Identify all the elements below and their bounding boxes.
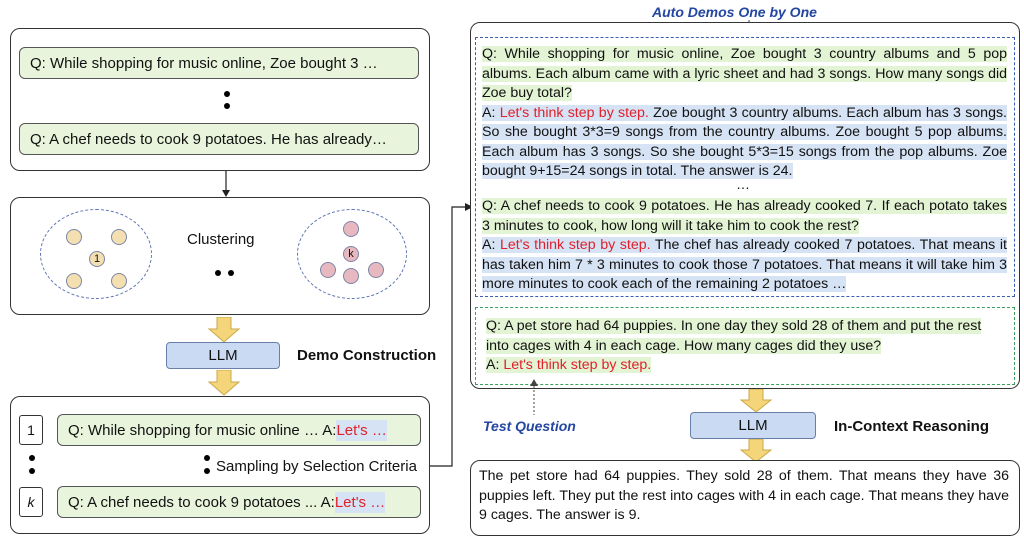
cluster-1 <box>40 209 152 299</box>
cluster-point <box>320 262 336 278</box>
cluster-k-label: k <box>348 248 354 260</box>
yellow-arrow <box>206 317 242 343</box>
cluster-point <box>111 273 127 289</box>
ellipsis-dot <box>29 455 35 461</box>
output-panel <box>470 460 1020 536</box>
demo-2 <box>482 197 1007 295</box>
demo-2-question: Q: A chef needs to cook 9 potatoes. He has already cooked 7. If each potato takes 3 minutes to cook, how long will it take him to cook the rest? <box>482 198 1007 234</box>
llm-label: LLM <box>208 347 238 364</box>
demo-construction-label: Demo Construction <box>297 347 437 364</box>
questions-panel <box>10 28 430 171</box>
question-1-text: Q: While shopping for music online, Zoe bought 3 … <box>30 54 378 72</box>
ellipsis-dot <box>224 103 230 109</box>
ellipsis-dot <box>29 468 35 474</box>
test-question-text: Q: A pet store had 64 puppies. In one day they sold 28 of them and put the rest into cages with 4 in each cage. How many cages did they use? <box>486 318 982 354</box>
auto-demos-title: Auto Demos One by One <box>652 4 817 20</box>
in-context-reasoning-label: In-Context Reasoning <box>834 418 990 435</box>
question-2-text: Q: A chef needs to cook 9 potatoes. He has already… <box>30 130 387 148</box>
ellipsis-dot <box>215 270 221 276</box>
sample-row-k <box>57 486 421 518</box>
test-question-pointer <box>528 378 540 416</box>
row-index-1-text: 1 <box>27 422 35 438</box>
sample-row-1-text: Q: While shopping for music online … A: <box>68 421 337 439</box>
question-1 <box>19 47 419 79</box>
sample-row-k-text: Q: A chef needs to cook 9 potatoes ... A: <box>68 493 335 511</box>
sample-row-1 <box>57 414 421 446</box>
demo-2-answer-rest: The chef has already cooked 7 potatoes. That means it has taken him 7 * 3 minutes to cook those 7 potatoes. That means it will take him 3 more minutes to cook each of the remaining 2 potatoes … <box>482 237 1007 292</box>
demo-ellipsis: … <box>736 176 750 192</box>
test-answer-red: Let's think step by step. <box>503 357 652 373</box>
cluster-point <box>368 262 384 278</box>
yellow-arrow <box>738 389 774 413</box>
ellipsis-dot <box>224 91 230 97</box>
question-2 <box>19 123 419 155</box>
ellipsis-dot <box>228 270 234 276</box>
cluster-point <box>343 221 359 237</box>
test-answer-prefix: A: <box>486 357 504 373</box>
cluster-point <box>66 229 82 245</box>
cluster-center <box>89 251 105 267</box>
cluster-point <box>343 268 359 284</box>
cluster-center <box>343 246 359 262</box>
row-index-1 <box>19 415 43 445</box>
ellipsis-dot <box>204 468 210 474</box>
cluster-point <box>66 273 82 289</box>
test-question-label: Test Question <box>483 418 576 434</box>
demo-1 <box>482 45 1007 182</box>
demo-2-answer-red: Let's think step by step. <box>500 237 651 253</box>
row-index-k <box>19 487 43 517</box>
output-text: The pet store had 64 puppies. They sold 28 of them. That means they have 36 puppies left. They put the rest into cages with 4 in each cage. That means they have 9 cages. The answer is 9. <box>479 468 1009 523</box>
sampling-panel <box>10 396 430 534</box>
cluster-1-label: 1 <box>93 253 101 265</box>
llm-box-reasoning <box>690 412 816 439</box>
row-index-k-text: k <box>27 494 35 510</box>
demo-1-question: Q: While shopping for music online, Zoe bought 3 country albums and 5 pop albums. Each album came with a lyric sheet and had 3 songs. How many songs did Zoe buy total? <box>482 46 1007 101</box>
sample-row-1-red: Let's … <box>336 421 387 439</box>
cluster-k <box>297 209 407 299</box>
demo-1-answer-prefix: A: <box>482 104 500 121</box>
sampling-criteria-label: Sampling by Selection Criteria <box>216 458 417 475</box>
clustering-panel <box>10 197 430 315</box>
clustering-label: Clustering <box>187 231 255 248</box>
demo-1-answer-rest: Zoe bought 3 country albums. Each album has 3 songs. So she bought 3*3=9 songs from the country albums. Zoe bought 5 pop albums. Each album has 3 songs. So she bought 5*3=15 songs from the pop albums. Zoe bought 9+15=24 songs in total. The answer is 24. <box>482 104 1007 179</box>
llm-label: LLM <box>738 417 768 434</box>
cluster-point <box>111 229 127 245</box>
connector-arrow <box>428 200 474 470</box>
ellipsis-dot <box>204 455 210 461</box>
test-question <box>486 317 991 376</box>
yellow-arrow <box>206 370 242 396</box>
sample-row-k-red: Let's … <box>334 493 386 511</box>
demo-2-answer-prefix: A: <box>482 237 501 253</box>
llm-box-demo <box>166 342 280 369</box>
demo-1-answer-red: Let's think step by step. <box>499 104 649 121</box>
arrow-to-clustering <box>220 171 232 199</box>
